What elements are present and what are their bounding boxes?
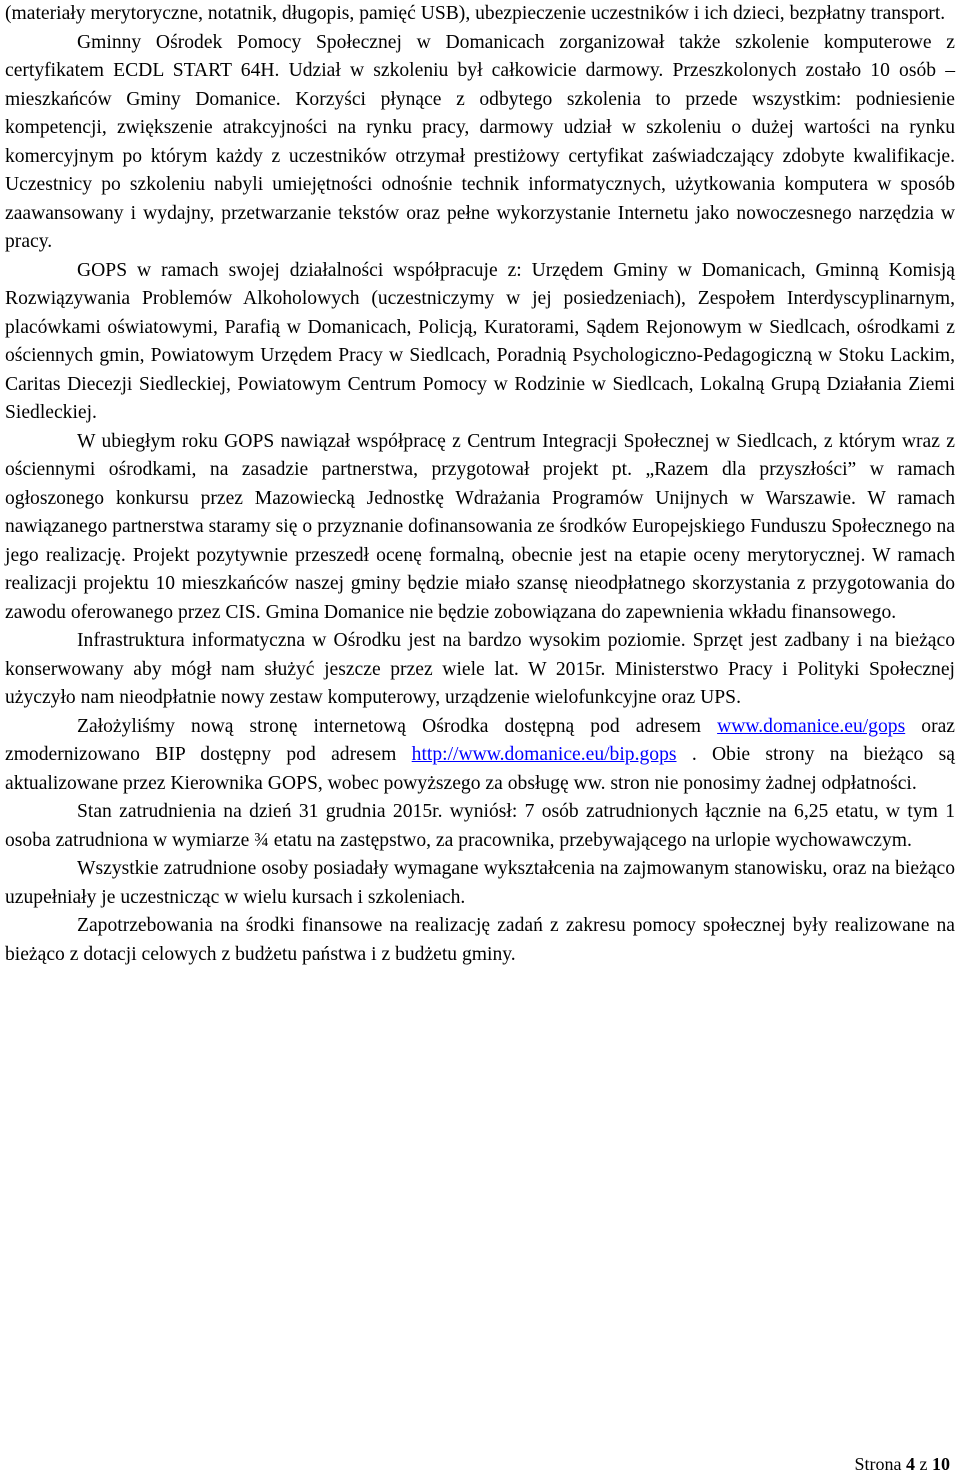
paragraph-qualifications: Wszystkie zatrudnione osoby posiadały wymagane wykształcenia na zajmowanym stanowisku, oraz na bieżąco uzupełniały je uczestnicząc w wielu kursach i szkoleniach. <box>5 858 955 908</box>
paragraph-computer-training: Gminny Ośrodek Pomocy Społecznej w Domanicach zorganizował także szkolenie komputerowe z certyfikatem ECDL START 64H. Udział w szkoleniu był całkowicie darmowy. Przeszkolonych zostało 10 osób – mieszkańców Gminy Domanice. Korzyści płynące z odbytego szkolenia to przede wszystkim: podniesienie kompetencji, zwiększenie atrakcyjności na rynku pracy, darmowy udział w szkoleniu o dużej wartości na rynku komercyjnym po którym każdy z uczestników otrzymał prestiżowy certyfikat zaświadczający zdobyte kwalifikacje. Uczestnicy po szkoleniu nabyli umiejętności odnośnie technik informatycznych, użytkowania komputera w sposób zaawansowany i wydajny, przetwarzanie tekstów oraz pełne wykorzystanie Internetu jako nowoczesnego narzędzia w pracy. <box>5 31 955 252</box>
bip-website-link[interactable]: http://www.domanice.eu/bip.gops <box>411 744 677 765</box>
document-body <box>5 0 955 969</box>
paragraph-participants-benefits: (materiały merytoryczne, notatnik, długopis, pamięć USB), ubezpieczenie uczestników i ich dzieci, bezpłatny transport. <box>5 3 946 24</box>
page-label: Strona <box>854 1454 906 1474</box>
paragraph-cooperation: GOPS w ramach swojej działalności współpracuje z: Urzędem Gminy w Domanicach, Gminną Komisją Rozwiązywania Problemów Alkoholowych (uczestniczymy w jej posiedzeniach), Zespołem Interdyscyplinarnym, placówkami oświatowymi, Parafią w Domanicach, Policją, Kuratorami, Sądem Rejonowym w Siedlcach, ośrodkami z ościennych gmin, Powiatowym Urzędem Pracy w Siedlcach, Poradnią Psychologiczno-Pedagogiczną w Stoku Lackim, Caritas Diecezji Siedleckiej, Powiatowym Centrum Pomocy w Rodzinie w Siedlcach, Lokalną Grupą Działania Ziemi Siedleckiej. <box>5 259 955 423</box>
total-pages-number: 10 <box>932 1454 950 1474</box>
paragraph-website <box>5 713 955 799</box>
page-number-footer <box>855 1452 951 1476</box>
website-text-mid: oraz zmodernizowano BIP dostępny pod adresem <box>5 715 955 765</box>
page-separator: z <box>915 1454 932 1474</box>
paragraph-financing: Zapotrzebowania na środki finansowe na realizację zadań z zakresu pomocy społecznej były realizowane na bieżąco z dotacji celowych z budżetu państwa i z budżetu gminy. <box>5 915 955 965</box>
website-text-start: Założyliśmy nową stronę internetową Ośrodka dostępną pod adresem <box>77 715 718 737</box>
paragraph-employment: Stan zatrudnienia na dzień 31 grudnia 2015r. wyniósł: 7 osób zatrudnionych łącznie na 6,25 etatu, w tym 1 osoba zatrudniona w wymiarze ¾ etatu na zastępstwo, za pracownika, przebywającego na urlopie wychowawczym. <box>5 801 955 851</box>
website-text-end: . Obie strony na bieżąco są aktualizowane przez Kierownika GOPS, wobec powyższego za obsługę ww. stron nie ponosimy żadnej odpłatności. <box>5 744 955 794</box>
gops-website-link[interactable]: www.domanice.eu/gops <box>717 715 906 737</box>
paragraph-it-infrastructure: Infrastruktura informatyczna w Ośrodku jest na bardzo wysokim poziomie. Sprzęt jest zadbany i na bieżąco konserwowany aby mógł nam służyć jeszcze przez wiele lat. W 2015r. Ministerstwo Pracy i Polityki Społecznej użyczyło nam nieodpłatnie nowy zestaw komputerowy, urządzenie wielofunkcyjne oraz UPS. <box>5 630 955 708</box>
current-page-number: 4 <box>906 1454 915 1474</box>
paragraph-cis-project: W ubiegłym roku GOPS nawiązał współpracę z Centrum Integracji Społecznej w Siedlcach, z którym wraz z ościennymi ośrodkami, na zasadzie partnerstwa, przygotował projekt pt. „Razem dla przyszłości” w ramach ogłoszonego konkursu przez Mazowiecką Jednostkę Wdrażania Programów Unijnych w Warszawie. W ramach nawiązanego partnerstwa staramy się o przyznanie dofinansowania ze środków Europejskiego Funduszu Społecznego na jego realizację. Projekt pozytywnie przeszedł ocenę formalną, obecnie jest na etapie oceny merytorycznej. W ramach realizacji projektu 10 mieszkańców naszej gminy będzie miało szansę nieodpłatnego skorzystania z przygotowania do zawodu oferowanego przez CIS. Gmina Domanice nie będzie zobowiązana do zapewnienia wkładu finansowego. <box>5 430 955 623</box>
